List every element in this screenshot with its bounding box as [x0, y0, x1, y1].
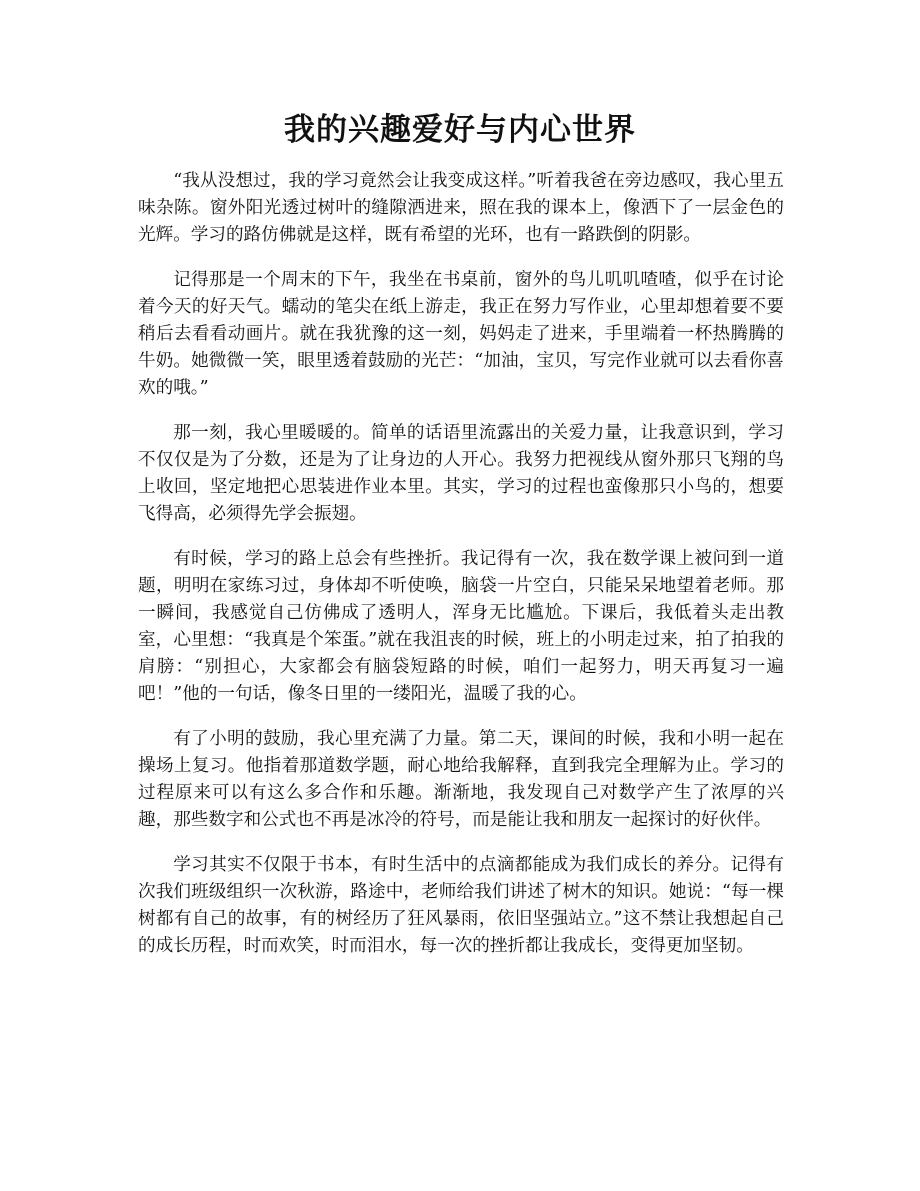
page-title: 我的兴趣爱好与内心世界	[284, 112, 636, 148]
paragraph: 有时候，学习的路上总会有些挫折。我记得有一次，我在数学课上被问到一道题，明明在家练习过，身体却不听使唤，脑袋一片空白，只能呆呆地望着老师。那一瞬间，我感觉自己仿佛成了透明人，浑身无比尴尬。下课后，我低着头走出教室，心里想：“我真是个笨蛋。”就在我沮丧的时候，班上的小明走过来，拍了拍我的肩膀：“别担心，大家都会有脑袋短路的时候，咱们一起努力，明天再复习一遍吧！”他的一句话，像冬日里的一缕阳光，温暖了我的心。	[138, 549, 784, 704]
paragraph: 学习其实不仅限于书本，有时生活中的点滴都能成为我们成长的养分。记得有次我们班级组织一次秋游，路途中，老师给我们讲述了树木的知识。她说：“每一棵树都有自己的故事，有的树经历了狂风暴雨，依旧坚强站立。”这不禁让我想起自己的成长历程，时而欢笑，时而泪水，每一次的挫折都让我成长，变得更加坚韧。	[138, 855, 784, 956]
paragraph: 有了小明的鼓励，我心里充满了力量。第二天，课间的时候，我和小明一起在操场上复习。他指着那道数学题，耐心地给我解释，直到我完全理解为止。学习的过程原来可以有这么多合作和乐趣。渐渐地，我发现自己对数学产生了浓厚的兴趣，那些数字和公式也不再是冰冷的符号，而是能让我和朋友一起探讨的好伙伴。	[138, 729, 784, 830]
paragraph: 那一刻，我心里暖暖的。简单的话语里流露出的关爱力量，让我意识到，学习不仅仅是为了分数，还是为了让身边的人开心。我努力把视线从窗外那只飞翔的鸟上收回，坚定地把心思装进作业本里。其实，学习的过程也蛮像那只小鸟的，想要飞得高，必须得先学会振翅。	[138, 423, 784, 524]
paragraph: 记得那是一个周末的下午，我坐在书桌前，窗外的鸟儿叽叽喳喳，似乎在讨论着今天的好天气。蠕动的笔尖在纸上游走，我正在努力写作业，心里却想着要不要稍后去看看动画片。就在我犹豫的这一刻，妈妈走了进来，手里端着一杯热腾腾的牛奶。她微微一笑，眼里透着鼓励的光芒：“加油，宝贝，写完作业就可以去看你喜欢的哦。”	[138, 270, 784, 398]
paragraph: “我从没想过，我的学习竟然会让我变成这样。”听着我爸在旁边感叹，我心里五味杂陈。窗外阳光透过树叶的缝隙洒进来，照在我的课本上，像洒下了一层金色的光辉。学习的路仿佛就是这样，既有希望的光环，也有一路跌倒的阴影。	[138, 171, 784, 245]
article-body	[138, 168, 784, 978]
